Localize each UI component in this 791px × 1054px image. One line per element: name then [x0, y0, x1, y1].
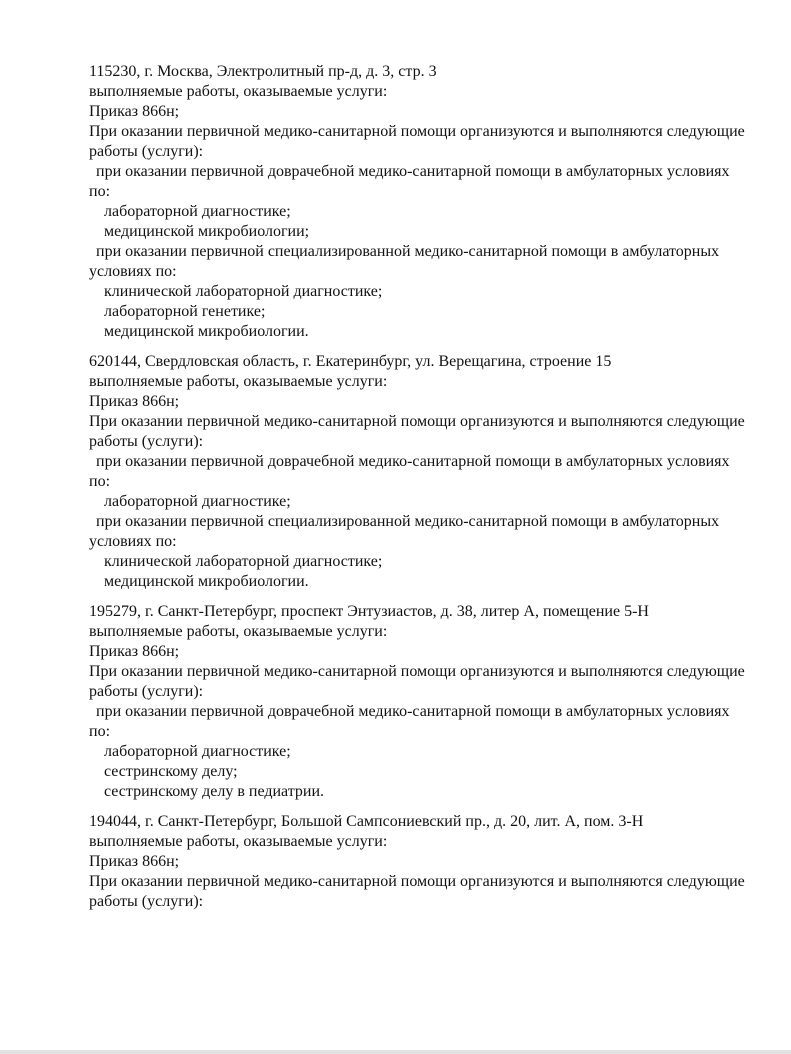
text-line: условиях по: [89, 533, 177, 550]
text-line: при оказании первичной специализированной медико-санитарной помощи в амбулаторных [96, 243, 720, 260]
address-line: 194044, г. Санкт-Петербург, Большой Сампсониевский пр., д. 20, лит. А, пом. 3-Н [89, 813, 644, 830]
license-works-document [89, 62, 754, 912]
text-line: Приказ 866н; [89, 643, 180, 660]
text-line: При оказании первичной медико-санитарной помощи организуются и выполняются следующие [89, 663, 745, 680]
text-line: выполняемые работы, оказываемые услуги: [89, 623, 388, 640]
address-line: 195279, г. Санкт-Петербург, проспект Энтузиастов, д. 38, литер А, помещение 5-Н [89, 603, 649, 620]
text-line: работы (услуги): [89, 683, 204, 700]
text-line: лабораторной диагностике; [104, 743, 291, 760]
text-line: При оказании первичной медико-санитарной помощи организуются и выполняются следующие [89, 873, 745, 890]
text-line: работы (услуги): [89, 433, 204, 450]
text-line: медицинской микробиологии; [104, 223, 310, 240]
text-line: по: [89, 723, 111, 740]
address-section [89, 62, 754, 342]
text-line: выполняемые работы, оказываемые услуги: [89, 83, 388, 100]
text-line: выполняемые работы, оказываемые услуги: [89, 373, 388, 390]
text-line: при оказании первичной доврачебной медико-санитарной помощи в амбулаторных условиях [96, 703, 730, 720]
text-line: при оказании первичной специализированной медико-санитарной помощи в амбулаторных [96, 513, 720, 530]
text-line: При оказании первичной медико-санитарной помощи организуются и выполняются следующие [89, 123, 745, 140]
text-line: медицинской микробиологии. [104, 573, 309, 590]
text-line: сестринскому делу; [104, 763, 238, 780]
text-line: выполняемые работы, оказываемые услуги: [89, 833, 388, 850]
address-line: 115230, г. Москва, Электролитный пр-д, д. 3, стр. 3 [89, 63, 437, 80]
text-line: работы (услуги): [89, 143, 204, 160]
text-line: клинической лабораторной диагностике; [104, 283, 383, 300]
text-line: лабораторной диагностике; [104, 493, 291, 510]
text-line: по: [89, 183, 111, 200]
text-line: Приказ 866н; [89, 393, 180, 410]
address-section [89, 602, 754, 802]
text-line: лабораторной генетике; [104, 303, 266, 320]
text-line: Приказ 866н; [89, 103, 180, 120]
address-section [89, 812, 754, 912]
text-line: медицинской микробиологии. [104, 323, 309, 340]
text-line: При оказании первичной медико-санитарной помощи организуются и выполняются следующие [89, 413, 745, 430]
text-line: сестринскому делу в педиатрии. [104, 783, 325, 800]
text-line: работы (услуги): [89, 893, 204, 910]
address-section [89, 352, 754, 592]
text-line: клинической лабораторной диагностике; [104, 553, 383, 570]
text-line: условиях по: [89, 263, 177, 280]
text-line: лабораторной диагностике; [104, 203, 291, 220]
text-line: Приказ 866н; [89, 853, 180, 870]
text-line: при оказании первичной доврачебной медико-санитарной помощи в амбулаторных условиях [96, 453, 730, 470]
horizontal-scrollbar-track[interactable] [0, 1050, 791, 1054]
address-line: 620144, Свердловская область, г. Екатеринбург, ул. Верещагина, строение 15 [89, 353, 612, 370]
text-line: по: [89, 473, 111, 490]
text-line: при оказании первичной доврачебной медико-санитарной помощи в амбулаторных условиях [96, 163, 730, 180]
